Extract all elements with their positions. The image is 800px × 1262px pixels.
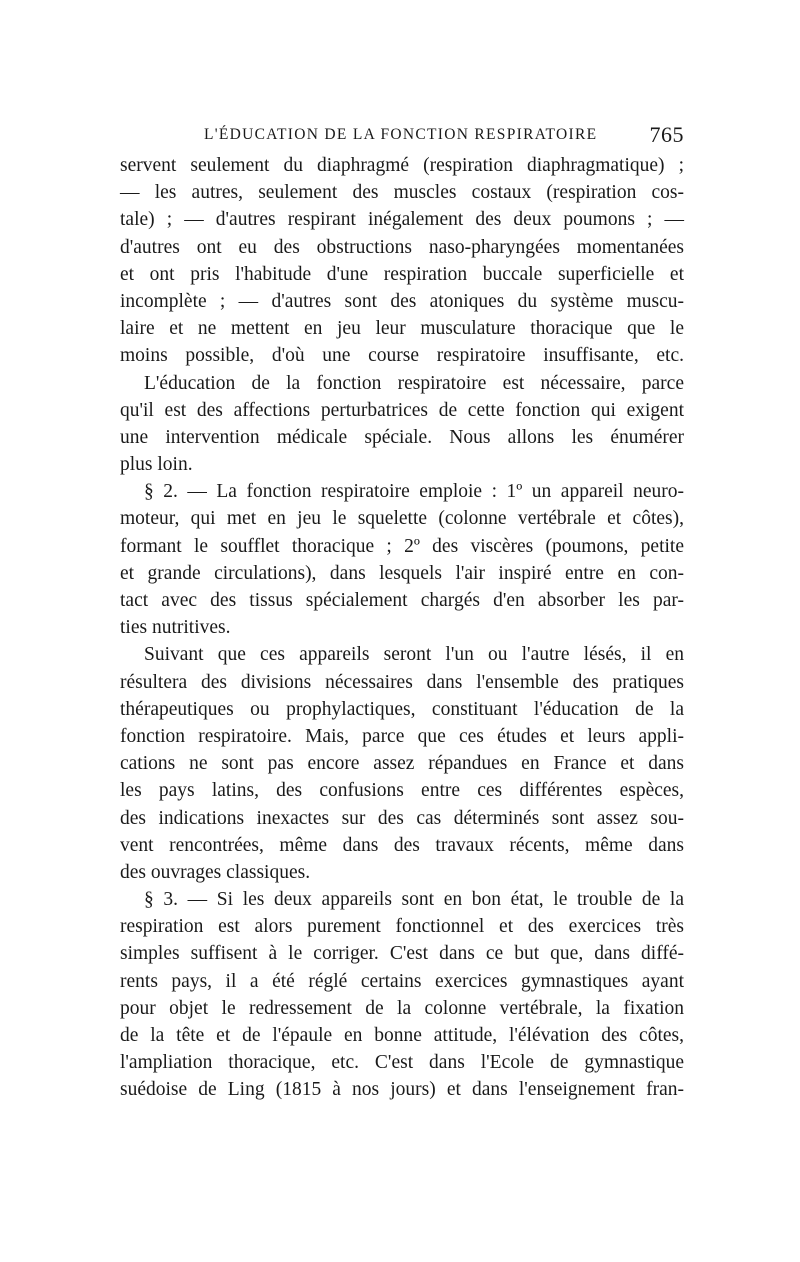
text-line: L'éducation de la fonction respiratoire est nécessaire, parce <box>144 372 684 394</box>
text-line: simples suffisent à le corriger. C'est dans ce but que, dans diffé- <box>120 943 684 965</box>
text-line: de la tête et de l'épaule en bonne attitude, l'élévation des côtes, <box>120 1025 684 1046</box>
text-line: plus loin. <box>120 454 193 476</box>
running-head <box>120 122 684 152</box>
text-line: pour objet le redressement de la colonne vertébrale, la fixation <box>120 997 684 1019</box>
text-line: tale) ; — d'autres respirant inégalement des deux poumons ; — <box>120 209 684 231</box>
text-line: moteur, qui met en jeu le squelette (colonne vertébrale et côtes), <box>120 508 684 530</box>
text-line: une intervention médicale spéciale. Nous allons les énumérer <box>120 426 684 448</box>
text-line: tact avec des tissus spécialement chargés d'en absorber les par- <box>120 590 684 611</box>
text-line: vent rencontrées, même dans des travaux récents, même dans <box>120 834 684 856</box>
text-line: ties nutritives. <box>120 617 231 639</box>
text-line: les pays latins, des confusions entre ces différentes espèces, <box>120 780 684 802</box>
text-line: qu'il est des affections perturbatrices de cette fonction qui exigent <box>120 399 684 421</box>
text-line: des ouvrages classiques. <box>120 861 311 883</box>
paragraph <box>120 641 684 886</box>
text-line: § 3. — Si les deux appareils sont en bon état, le trouble de la <box>144 889 684 911</box>
text-line: l'ampliation thoracique, etc. C'est dans l'Ecole de gymnastique <box>120 1052 684 1074</box>
paragraph <box>120 370 684 479</box>
text-line: moins possible, d'où une course respiratoire insuffisante, etc. <box>120 345 684 367</box>
text-line: § 2. — La fonction respiratoire emploie : 1º un appareil neuro- <box>144 481 684 503</box>
body-text <box>120 152 684 1104</box>
text-line: résultera des divisions nécessaires dans l'ensemble des pratiques <box>120 671 684 693</box>
text-line: fonction respiratoire. Mais, parce que ces études et leurs appli- <box>120 725 684 747</box>
paragraph <box>120 478 684 641</box>
page-number: 765 <box>649 122 684 147</box>
text-line: rents pays, il a été réglé certains exercices gymnastiques ayant <box>120 970 684 992</box>
text-line: des indications inexactes sur des cas déterminés sont assez sou- <box>120 807 684 829</box>
text-line: d'autres ont eu des obstructions naso-pharyngées momentanées <box>120 236 684 258</box>
text-line: thérapeutiques ou prophylactiques, constituant l'éducation de la <box>120 698 684 720</box>
text-line: respiration est alors purement fonctionnel et des exercices très <box>120 916 684 938</box>
text-line: laire et ne mettent en jeu leur musculature thoracique que le <box>120 318 684 340</box>
text-line: Suivant que ces appareils seront l'un ou l'autre lésés, il en <box>144 644 684 666</box>
paragraph <box>120 886 684 1104</box>
text-line: cations ne sont pas encore assez répandues en France et dans <box>120 753 684 775</box>
text-line: — les autres, seulement des muscles costaux (respiration cos- <box>120 182 684 204</box>
text-line: et grande circulations), dans lesquels l'air inspiré entre en con- <box>120 562 684 584</box>
text-line: formant le soufflet thoracique ; 2º des viscères (poumons, petite <box>120 535 684 557</box>
text-line: servent seulement du diaphragmé (respiration diaphragmatique) ; <box>120 155 684 176</box>
paragraph <box>120 152 684 370</box>
running-title: L'ÉDUCATION DE LA FONCTION RESPIRATOIRE <box>204 126 598 143</box>
text-line: incomplète ; — d'autres sont des atoniques du système muscu- <box>120 290 684 312</box>
text-line: suédoise de Ling (1815 à nos jours) et dans l'enseignement fran- <box>120 1079 684 1101</box>
text-line: et ont pris l'habitude d'une respiration buccale superficielle et <box>120 263 684 285</box>
